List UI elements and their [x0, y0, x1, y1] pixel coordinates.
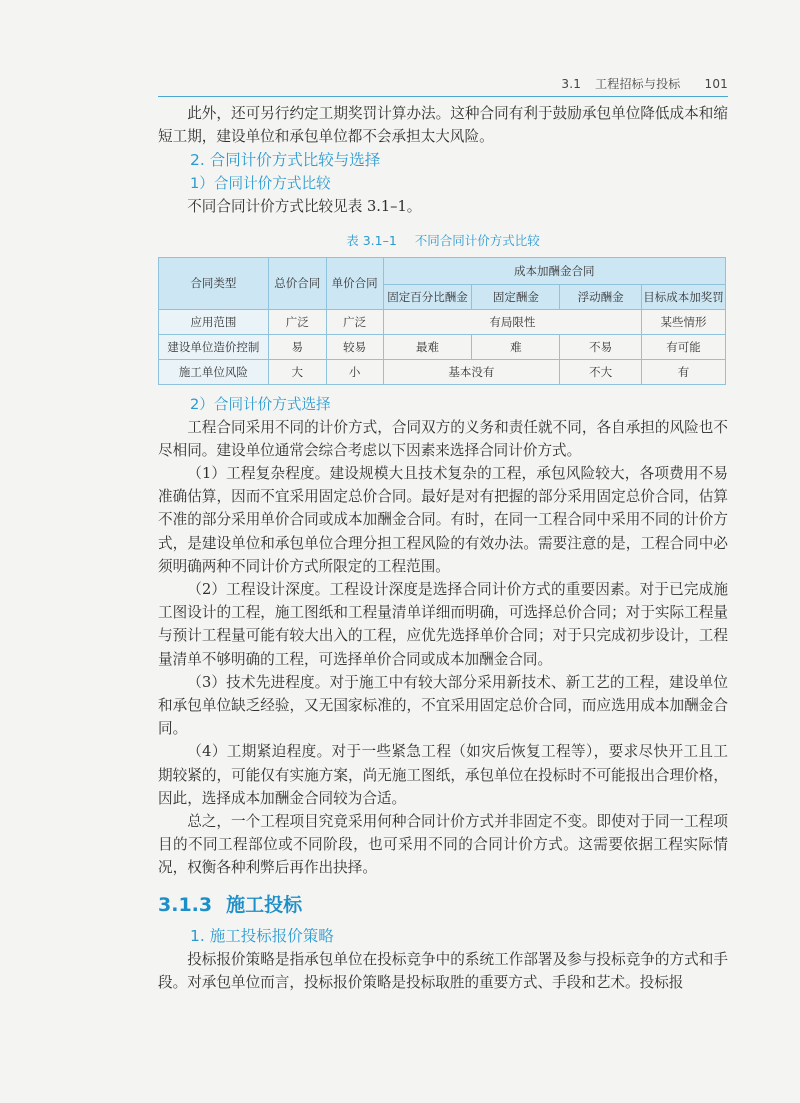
page-number: 101	[704, 77, 728, 91]
header-total-price: 总价合同	[268, 257, 326, 309]
table-cell: 某些情形	[642, 309, 726, 334]
subheader-fixed-fee: 固定酬金	[472, 284, 560, 309]
table-cell: 有可能	[642, 334, 726, 359]
table-cell: 基本没有	[383, 359, 560, 384]
table-cell: 有局限性	[383, 309, 642, 334]
running-head-title: 工程招标与投标	[595, 77, 681, 91]
section-title: 施工投标	[226, 893, 303, 916]
header-unit-price: 单价合同	[326, 257, 383, 309]
table-row	[159, 309, 726, 334]
table-cell: 较易	[326, 334, 383, 359]
body-paragraph: 总之，一个工程项目究竟采用何种合同计价方式并非固定不变。即使对于同一工程项目的不同工程部位或不同阶段，也可采用不同的合同计价方式。这需要依据工程实际情况，权衡各种利弊后再作出抉择。	[158, 813, 728, 877]
table-reference-paragraph: 不同合同计价方式比较见表 3.1–1。	[187, 198, 422, 216]
subheading-selection: 2）合同计价方式选择	[190, 395, 331, 413]
subheader-fixed-percent: 固定百分比酬金	[383, 284, 472, 309]
table-cell: 最难	[383, 334, 472, 359]
subheader-floating-fee: 浮动酬金	[560, 284, 642, 309]
table-cell: 大	[268, 359, 326, 384]
table-cell: 有	[642, 359, 726, 384]
section-heading	[158, 890, 728, 920]
body-paragraph: 投标报价策略是指承包单位在投标竞争中的系统工作部署及参与投标竞争的方式和手段。对承包单位而言，投标报价策略是投标取胜的重要方式、手段和艺术。投标报	[158, 950, 728, 991]
header-cost-plus: 成本加酬金合同	[383, 257, 725, 284]
header-contract-type: 合同类型	[159, 257, 269, 309]
table-cell: 广泛	[326, 309, 383, 334]
table-cell: 不大	[560, 359, 642, 384]
table-caption	[158, 231, 728, 249]
running-head	[561, 75, 728, 92]
row-label: 施工单位风险	[159, 359, 269, 384]
table-cell: 广泛	[268, 309, 326, 334]
subheader-target-cost: 目标成本加奖罚	[642, 284, 726, 309]
page-content	[158, 102, 728, 994]
table-cell: 难	[472, 334, 560, 359]
heading-bid-strategy: 1. 施工投标报价策略	[190, 926, 334, 945]
table-caption-title: 不同合同计价方式比较	[414, 232, 540, 248]
body-paragraph: （1）工程复杂程度。建设规模大且技术复杂的工程，承包风险较大，各项费用不易准确估算，因而不宜采用固定总价合同。最好是对有把握的部分采用固定总价合同，估算不准的部分采用单价合同或成本加酬金合同。有时，在同一工程合同中采用不同的计价方式，是建设单位和承包单位合理分担工程风险的有效办法。需要注意的是，工程合同中必须明确两种不同计价方式所限定的工程范围。	[158, 465, 728, 575]
table-cell: 不易	[560, 334, 642, 359]
table-cell: 易	[268, 334, 326, 359]
row-label: 建设单位造价控制	[159, 334, 269, 359]
comparison-table	[158, 257, 726, 385]
table-header-row	[159, 257, 726, 284]
running-head-section: 3.1	[561, 77, 582, 91]
heading-contract-pricing: 2. 合同计价方式比较与选择	[190, 151, 381, 170]
table-row	[159, 334, 726, 359]
table-cell: 小	[326, 359, 383, 384]
table-caption-number: 表 3.1–1	[346, 232, 397, 248]
body-paragraph: （2）工程设计深度。工程设计深度是选择合同计价方式的重要因素。对于已完成施工图设计的工程，施工图纸和工程量清单详细而明确，可选择总价合同；对于实际工程量与预计工程量可能有较大出入的工程，应优先选择单价合同；对于只完成初步设计，工程量清单不够明确的工程，可选择单价合同或成本加酬金合同。	[158, 581, 728, 668]
body-paragraph: （4）工期紧迫程度。对于一些紧急工程（如灾后恢复工程等），要求尽快开工且工期较紧的，可能仅有实施方案，尚无施工图纸，承包单位在投标时不可能报出合理价格，因此，选择成本加酬金合同较为合适。	[158, 743, 728, 807]
subheading-comparison: 1）合同计价方式比较	[190, 175, 331, 193]
header-rule	[158, 96, 728, 97]
body-paragraph: 工程合同采用不同的计价方式，合同双方的义务和责任就不同，各自承担的风险也不尽相同。建设单位通常会综合考虑以下因素来选择合同计价方式。	[158, 418, 728, 459]
section-number: 3.1.3	[158, 893, 213, 916]
intro-paragraph: 此外，还可另行约定工期奖罚计算办法。这种合同有利于鼓励承包单位降低成本和缩短工期，建设单位和承包单位都不会承担太大风险。	[158, 105, 728, 146]
table-row	[159, 359, 726, 384]
body-paragraph: （3）技术先进程度。对于施工中有较大部分采用新技术、新工艺的工程，建设单位和承包单位缺乏经验，又无国家标准的，不宜采用固定总价合同，而应选用成本加酬金合同。	[158, 673, 728, 738]
row-label: 应用范围	[159, 309, 269, 334]
